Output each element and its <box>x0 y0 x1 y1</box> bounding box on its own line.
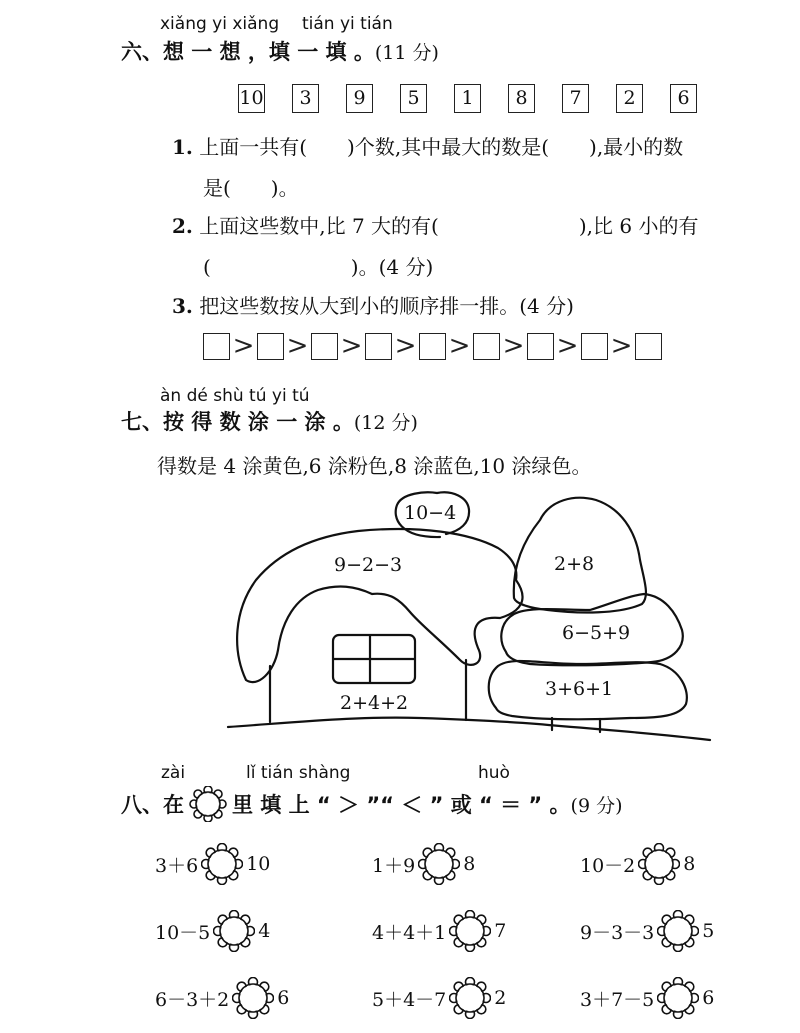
answer-flower-circle[interactable] <box>449 910 491 952</box>
comparison-right: 2 <box>494 987 507 1009</box>
greater-than-sign: > <box>610 331 633 361</box>
comparison-left: 5＋4－7 <box>372 988 447 1011</box>
pinyin-an-de: àn dé shù tú yi tú <box>160 386 310 406</box>
comparison-item <box>155 977 289 1019</box>
question-1-text: 上面一共有( )个数,其中最大的数是( ),最小的数 <box>199 135 684 159</box>
pinyin-xiang: xiǎng yi xiǎng <box>160 14 280 34</box>
greater-than-sign: > <box>502 331 525 361</box>
section6-score: (11 分) <box>374 42 439 64</box>
number-box: 9 <box>346 84 373 113</box>
comparison-item <box>372 910 506 952</box>
number-box: 7 <box>562 84 589 113</box>
number-box: 10 <box>238 84 265 113</box>
comparison-right: 7 <box>494 920 507 942</box>
number-box: 1 <box>454 84 481 113</box>
window-cross <box>334 636 414 682</box>
comparison-left: 3＋6 <box>155 854 199 877</box>
section8-score: (9 分) <box>570 794 623 817</box>
number-box: 6 <box>670 84 697 113</box>
comparison-right: 6 <box>277 987 290 1009</box>
label-house: 2+4+2 <box>340 692 409 714</box>
comparison-left: 1＋9 <box>372 854 416 877</box>
comparison-left: 4＋4＋1 <box>372 921 447 944</box>
comparison-item <box>372 977 506 1019</box>
label-tree-bottom: 3+6+1 <box>545 678 614 700</box>
comparison-right: 8 <box>683 853 696 875</box>
pinyin-zai: zài <box>161 763 186 783</box>
question-number: 1. <box>172 135 193 159</box>
section6-title-text: 六、想 一 想 ，填 一 填 。 <box>121 40 375 64</box>
question-2-cont: ( )。(4 分) <box>203 255 434 279</box>
coloring-instruction: 得数是 4 涂黄色,6 涂粉色,8 涂蓝色,10 涂绿色。 <box>157 454 592 478</box>
comparison-right: 5 <box>702 920 715 942</box>
comparison-left: 6－3＋2 <box>155 988 230 1011</box>
label-roof: 9−2−3 <box>334 554 403 576</box>
question-2-text: 上面这些数中,比 7 大的有( ),比 6 小的有 <box>199 214 699 238</box>
pinyin-tian: tián yi tián <box>302 14 393 34</box>
answer-flower-circle[interactable] <box>232 977 274 1019</box>
comparison-item <box>580 977 714 1019</box>
greater-than-sign: > <box>556 331 579 361</box>
label-tree-top: 2+8 <box>554 553 595 575</box>
comparison-item <box>580 910 714 952</box>
number-box: 8 <box>508 84 535 113</box>
comparison-right: 6 <box>702 987 715 1009</box>
greater-than-sign: > <box>286 331 309 361</box>
comparison-right: 10 <box>246 853 271 875</box>
greater-than-sign: > <box>448 331 471 361</box>
answer-flower-circle[interactable] <box>201 843 243 885</box>
answer-flower-circle[interactable] <box>213 910 255 952</box>
number-box: 5 <box>400 84 427 113</box>
answer-flower-circle[interactable] <box>418 843 460 885</box>
comparison-right: 4 <box>258 920 271 942</box>
comparison-left: 9－3－3 <box>580 921 655 944</box>
ground-line <box>228 718 710 740</box>
question-number: 2. <box>172 214 193 238</box>
label-tree-mid: 6−5+9 <box>562 622 631 644</box>
answer-flower-circle[interactable] <box>638 843 680 885</box>
comparison-left: 10－5 <box>155 921 211 944</box>
label-chimney: 10−4 <box>404 502 457 524</box>
section8-title-prefix: 八、在 <box>121 793 184 817</box>
answer-flower-circle[interactable] <box>657 977 699 1019</box>
greater-than-sign: > <box>394 331 417 361</box>
flower-circle-icon <box>188 786 228 822</box>
question-number: 3. <box>172 294 193 318</box>
pinyin-huo: huò <box>478 763 510 783</box>
comparison-item <box>372 843 475 885</box>
comparison-item <box>155 910 270 952</box>
comparison-item <box>580 843 695 885</box>
comparison-right: 8 <box>463 853 476 875</box>
comparison-item <box>155 843 270 885</box>
question-3-text: 把这些数按从大到小的顺序排一排。(4 分) <box>199 294 574 318</box>
question-1-cont: 是( )。 <box>203 176 299 200</box>
greater-than-sign: > <box>232 331 255 361</box>
section8-title <box>121 786 623 822</box>
answer-flower-circle[interactable] <box>657 910 699 952</box>
answer-flower-circle[interactable] <box>449 977 491 1019</box>
number-box: 2 <box>616 84 643 113</box>
section7-title-text: 七、按 得 数 涂 一 涂 。 <box>121 410 354 434</box>
comparison-left: 10－2 <box>580 854 636 877</box>
comparison-left: 3＋7－5 <box>580 988 655 1011</box>
section7-score: (12 分) <box>353 412 418 434</box>
pinyin-li-tian-shang: lǐ tián shàng <box>246 763 351 783</box>
greater-than-sign: > <box>340 331 363 361</box>
section8-title-text: 里 填 上 “ ＞ ”“ ＜ ” 或 “ ＝ ” 。 <box>232 793 571 817</box>
number-box: 3 <box>292 84 319 113</box>
